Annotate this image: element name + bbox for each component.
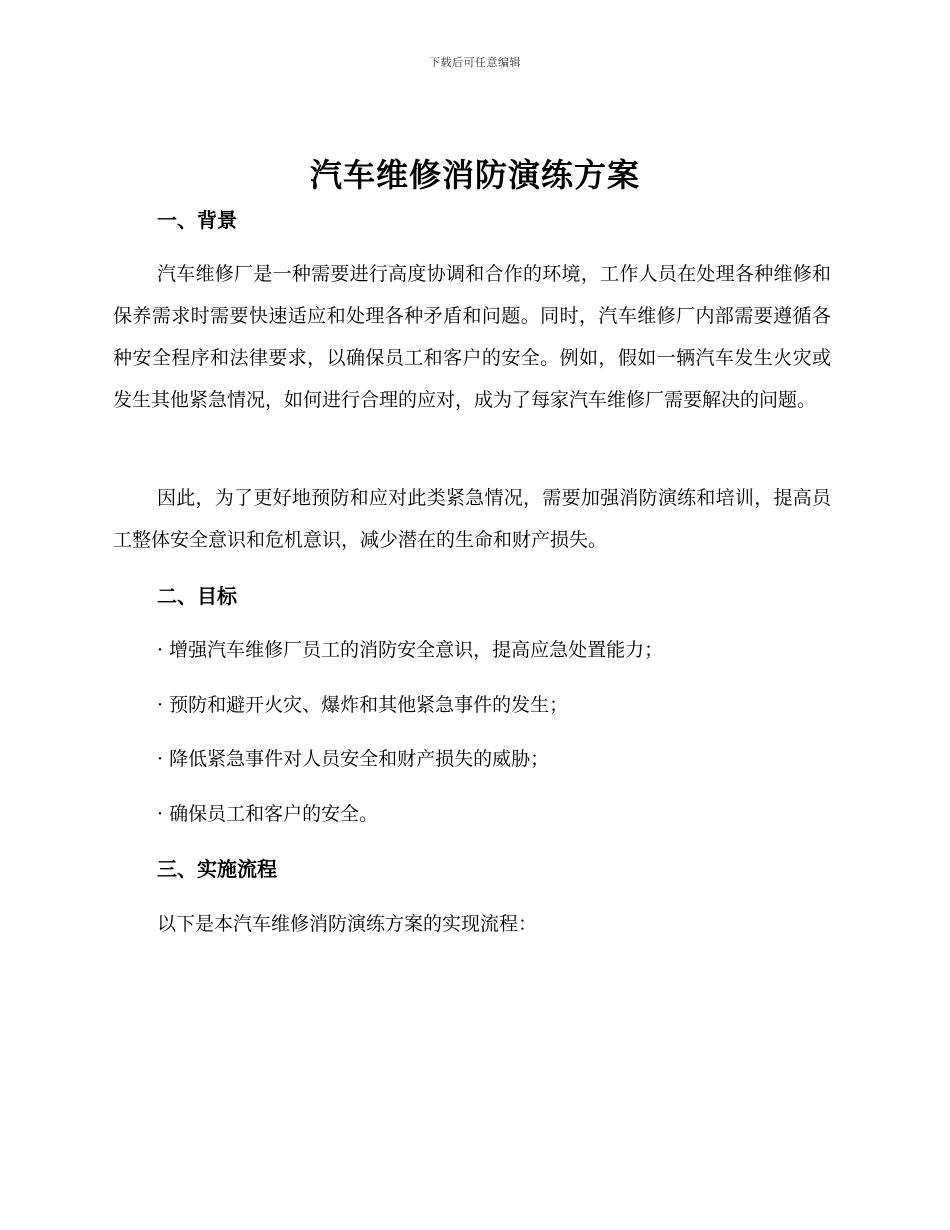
header-note: 下载后可任意编辑 — [429, 56, 521, 69]
section-heading-background: 一、背景 — [157, 208, 237, 232]
goal-item-1-block — [113, 634, 831, 666]
goal-item-3-block — [113, 743, 831, 775]
background-paragraph-1-block — [113, 253, 831, 421]
background-paragraph-2-block — [113, 477, 831, 561]
process-intro: 以下是本汽车维修消防演练方案的实现流程： — [157, 913, 538, 935]
section-heading-goals: 二、目标 — [157, 584, 237, 608]
goal-item-4: · 确保员工和客户的安全。 — [157, 803, 379, 825]
goal-item-2: · 预防和避开火灾、爆炸和其他紧急事件的发生； — [157, 694, 569, 716]
goal-item-4-block — [113, 798, 831, 830]
background-paragraph-2: 因此，为了更好地预防和应对此类紧急情况，需要加强消防演练和培训，提高员工整体安全意识和危机意识，减少潜在的生命和财产损失。 — [113, 487, 831, 551]
section-process — [113, 853, 831, 885]
section-heading-process: 三、实施流程 — [157, 857, 277, 881]
background-paragraph-1: 汽车维修厂是一种需要进行高度协调和合作的环境，工作人员在处理各种维修和保养需求时需要快速适应和处理各种矛盾和问题。同时，汽车维修厂内部需要遵循各种安全程序和法律要求，以确保员工和客户的安全。例如，假如一辆汽车发生火灾或发生其他紧急情况，如何进行合理的应对，成为了每家汽车维修厂需要解决的问题。 — [113, 263, 831, 411]
section-goals — [113, 580, 831, 612]
goal-item-1: · 增强汽车维修厂员工的消防安全意识，提高应急处置能力； — [157, 639, 664, 661]
goal-item-2-block — [113, 689, 831, 721]
section-background — [113, 204, 831, 236]
document-title: 汽车维修消防演练方案 — [309, 156, 640, 194]
process-intro-block — [113, 908, 831, 940]
goal-item-3: · 降低紧急事件对人员安全和财产损失的威胁； — [157, 748, 550, 770]
